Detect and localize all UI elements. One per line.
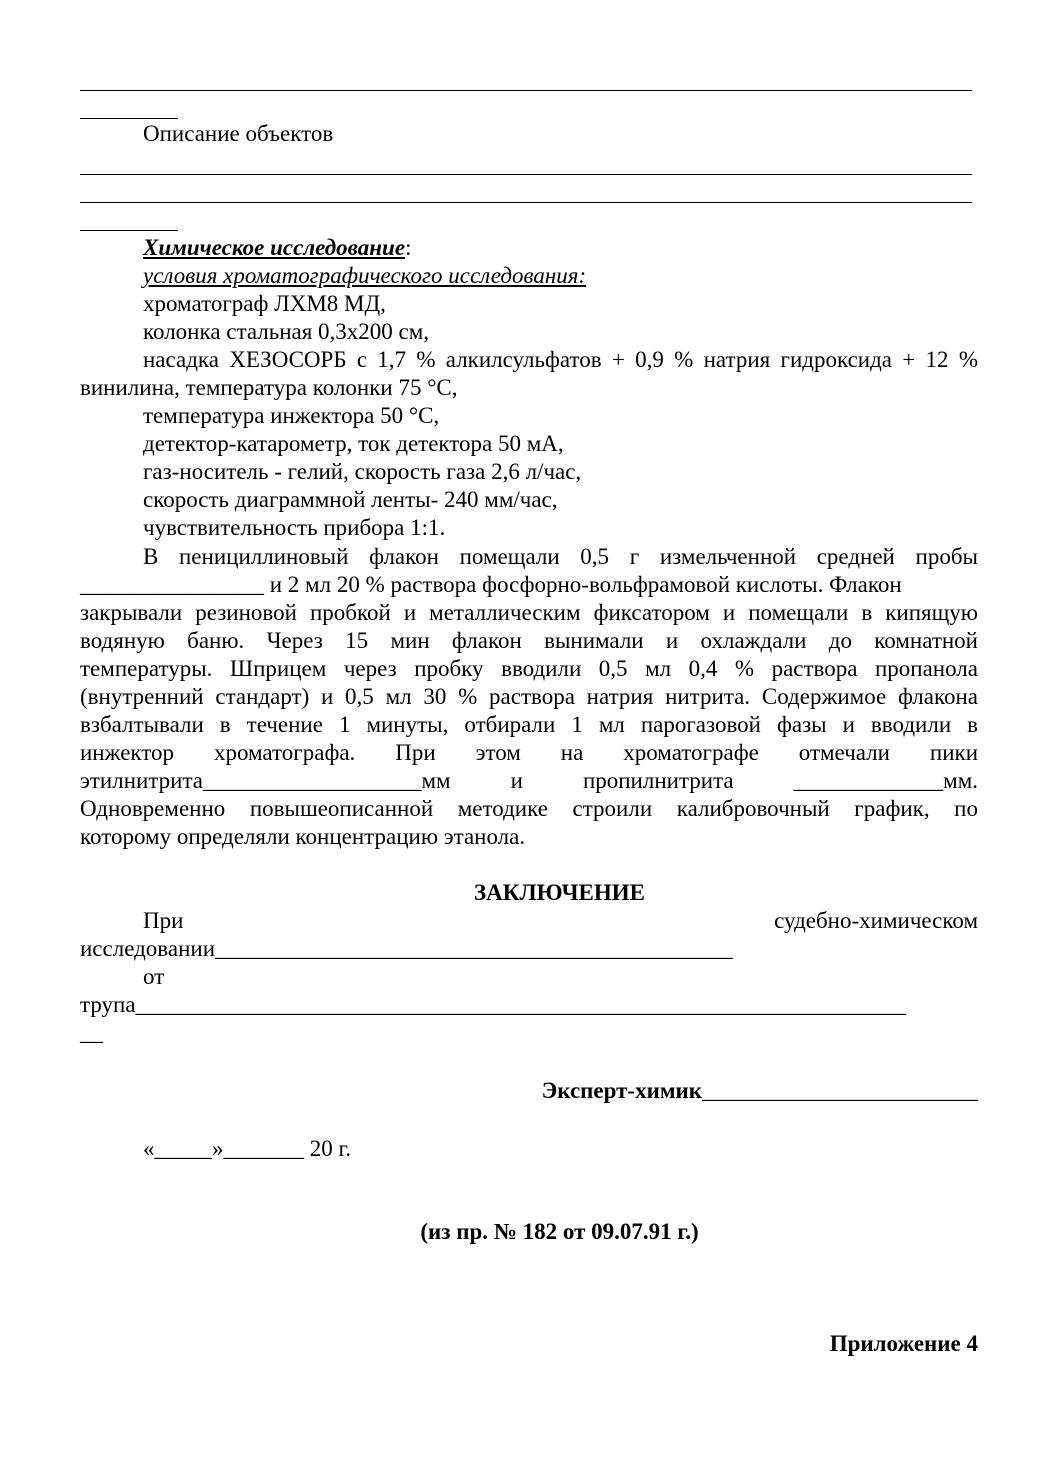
sample-blank: ________________ [80, 572, 264, 597]
condition-line: детектор-катарометр, ток детектора 50 мА, [143, 431, 564, 456]
procedure-line: водяную баню. Через 15 мин флакон вынимали и охлаждали до комнатной [80, 628, 978, 653]
conclusion-line: __ [80, 1020, 103, 1045]
expert-label: Эксперт-химик [541, 1078, 702, 1103]
procedure-line: Одновременно повышеописанной методике строили калибровочный график, по [80, 796, 978, 821]
condition-line: чувствительность прибора 1:1. [143, 515, 446, 540]
conclusion-line: трупа___________________________________________________________________ [80, 992, 907, 1017]
propyl-nitrite-label: пропилнитрита [582, 768, 734, 793]
condition-line: насадка ХЕЗОСОРБ с 1,7 % алкилсульфатов + 0,9 % натрия гидроксида + 12 % [143, 347, 978, 372]
procedure-line: которому определяли концентрацию этанола. [80, 824, 526, 849]
date-line: «_____»_______ 20 г. [143, 1136, 352, 1161]
condition-line: газ-носитель - гелий, скорость газа 2,6 л/час, [143, 459, 582, 484]
blank-line [80, 174, 972, 175]
expert-signature-blank: ________________________ [702, 1078, 978, 1103]
conclusion-line: исследовании_____________________________________________ [80, 936, 733, 961]
procedure-line: взбалтывали в течение 1 минуты, отбирали 1 мл парогазовой фазы и вводили в [80, 712, 978, 737]
expert-signature-line [80, 1077, 978, 1105]
conclusion-text: При [143, 908, 184, 933]
chemical-study-title: Химическое исследование [143, 235, 406, 260]
procedure-line [80, 571, 978, 599]
blank-line [80, 230, 178, 231]
order-reference: (из пр. № 182 от 09.07.91 г.) [420, 1219, 699, 1244]
procedure-text: и 2 мл 20 % раствора фосфорно-вольфрамовой кислоты. Флакон [264, 572, 902, 597]
conclusion-line: от [143, 964, 165, 989]
conjunction: и [510, 768, 523, 793]
conclusion-line [143, 907, 978, 935]
blank-line [80, 118, 178, 119]
condition-line: хроматограф ЛХМ8 МД, [143, 291, 386, 316]
conditions-heading: условия хроматографического исследования: [143, 263, 587, 288]
chemical-study-heading [143, 234, 978, 262]
ethyl-nitrite-field: этилнитрита___________________мм [80, 768, 451, 793]
blank-line [80, 202, 972, 203]
heading-colon: : [405, 235, 412, 260]
condition-line: колонка стальная 0,3х200 см, [143, 319, 430, 344]
blank-line [80, 90, 972, 91]
procedure-line: температуры. Шприцем через пробку вводили 0,5 мл 0,4 % раствора пропанола [80, 656, 978, 681]
propyl-nitrite-blank: _____________мм. [793, 768, 978, 793]
condition-line: скорость диаграммной ленты- 240 мм/час, [143, 487, 558, 512]
condition-line: винилина, температура колонки 75 °С, [80, 375, 458, 400]
conclusion-text: судебно-химическом [774, 908, 978, 933]
procedure-line: закрывали резиновой пробкой и металлическим фиксатором и помещали в кипящую [80, 600, 978, 625]
procedure-line [80, 767, 978, 795]
conclusion-title: ЗАКЛЮЧЕНИЕ [474, 880, 645, 905]
condition-line: температура инжектора 50 °С, [143, 403, 440, 428]
procedure-line: (внутренний стандарт) и 0,5 мл 30 % раствора натрия нитрита. Содержимое флакона [80, 684, 978, 709]
procedure-line: В пенициллиновый флакон помещали 0,5 г измельченной средней пробы [143, 544, 978, 569]
procedure-line: инжектор хроматографа. При этом на хроматографе отмечали пики [80, 740, 978, 765]
appendix-label: Приложение 4 [829, 1331, 978, 1356]
objects-description-label: Описание объектов [143, 121, 334, 146]
